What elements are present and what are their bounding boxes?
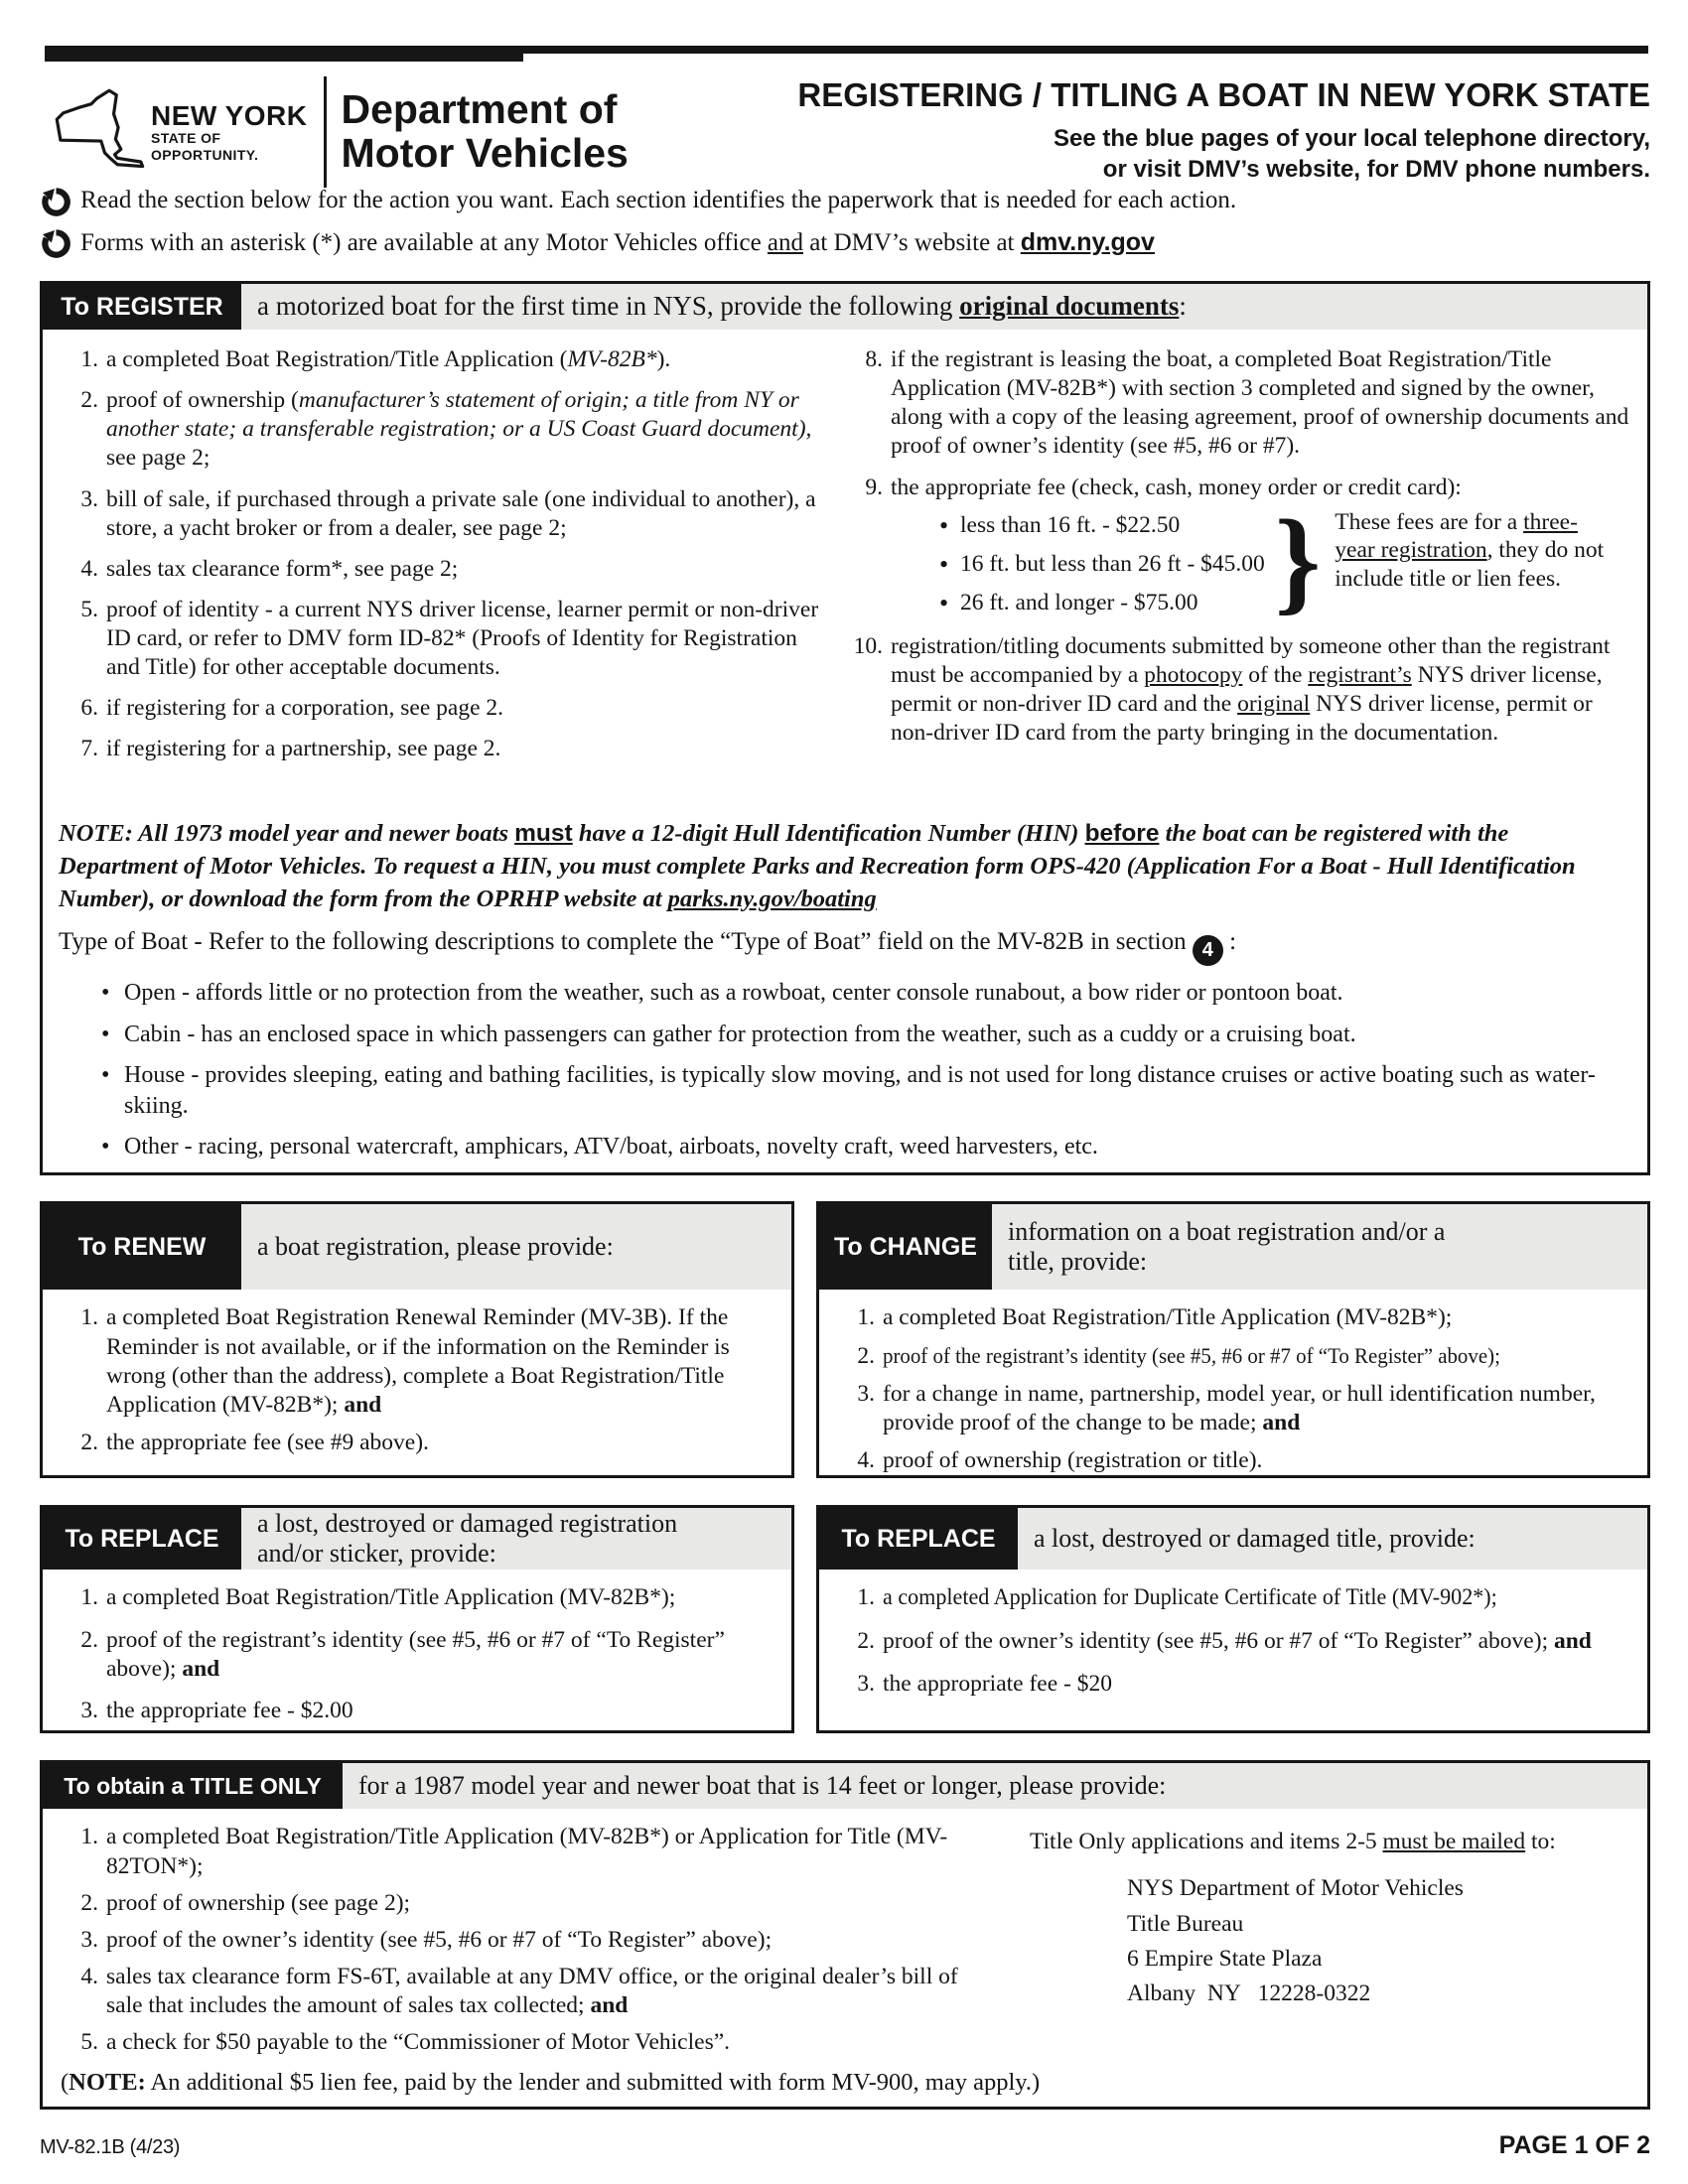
renew-column — [40, 1201, 794, 1478]
item-number: 2. — [80, 387, 98, 414]
replace-title-lead-line: a lost, destroyed or damaged title, provide: — [1034, 1524, 1476, 1554]
logo-divider — [324, 76, 327, 188]
item-number: 10. — [853, 632, 883, 659]
item-text: the appropriate fee - $2.00 — [106, 1697, 353, 1723]
register-lead — [241, 284, 1647, 330]
item-text: proof of the registrant’s identity (see #5, #6 or #7 of “To Register” above); and — [106, 1626, 725, 1682]
item-text: the appropriate fee (check, cash, money order or credit card): — [891, 474, 1462, 500]
item-text: registration/titling documents submitted by someone other than the registrant must be accompanied by a photocopy of the registrant’s NYS driver license, permit or non-driver ID card and the original NYS driver license, permit or non-driver ID card from the party bringing in the documentation. — [891, 632, 1611, 746]
page-title: REGISTERING / TITLING A BOAT IN NEW YORK STATE — [797, 76, 1650, 113]
replace-title-header — [819, 1508, 1647, 1570]
item-text: if the registrant is leasing the boat, a completed Boat Registration/Title Application (MV-82B*) with section 3 completed and signed by the owner, along with a copy of the leasing agreement, proof of ownership documents and proof of owner’s identity (see #5, #6 or #7). — [891, 346, 1629, 460]
boat-type-list — [94, 978, 1631, 1162]
renew-lead — [241, 1204, 791, 1290]
change-body — [819, 1290, 1647, 1475]
type-of-boat-lead-text: Type of Boat - Refer to the following descriptions to complete the “Type of Boat” field on the MV-82B in section — [59, 928, 1193, 956]
logo-state-line2: STATE OF — [151, 129, 221, 146]
address-line: Title Bureau — [1127, 1910, 1244, 1937]
list-item — [57, 1889, 960, 1918]
item-text: if registering for a partnership, see page 2. — [106, 736, 501, 762]
fee-schedule — [932, 494, 1635, 625]
replace-registration-column — [40, 1505, 794, 1733]
title-block — [797, 77, 1650, 186]
address-line: NYS Department of Motor Vehicles — [1127, 1875, 1464, 1902]
logo-state-line3: OPPORTUNITY. — [151, 146, 259, 163]
item-number: 4. — [857, 1446, 875, 1473]
intro-text: Read the section below for the action you want. Each section identifies the paperwork that is needed for each action. — [80, 187, 1237, 213]
item-number: 4. — [80, 555, 98, 582]
item-text: sales tax clearance form*, see page 2; — [106, 555, 459, 582]
item-text: proof of the owner’s identity (see #5, #6 or #7 of “To Register” above); and — [883, 1627, 1592, 1654]
intro-line — [42, 228, 1236, 258]
page-subtitle — [797, 123, 1650, 185]
item-number: 4. — [80, 1963, 98, 1989]
item-text: a check for $50 payable to the “Commissioner of Motor Vehicles”. — [106, 2029, 731, 2056]
item-text: the appropriate fee - $20 — [883, 1670, 1112, 1697]
item-text: proof of the owner’s identity (see #5, #6 or #7 of “To Register” above); — [106, 1926, 773, 1953]
item-number: 1. — [857, 1584, 875, 1611]
section-change — [816, 1201, 1650, 1478]
form-number: MV-82.1B (4/23) — [40, 2136, 181, 2159]
replace-title-column — [816, 1505, 1650, 1733]
section-register — [40, 281, 1650, 1175]
top-rule-thin — [523, 46, 1648, 54]
change-label: To CHANGE — [819, 1204, 992, 1290]
item-number: 3. — [80, 1926, 98, 1953]
title-only-body — [43, 1809, 1647, 2065]
replace-registration-lead-line: a lost, destroyed or damaged registration — [257, 1508, 678, 1538]
list-item — [57, 555, 831, 584]
section-replace-registration — [40, 1505, 794, 1733]
item-number: 3. — [857, 1670, 875, 1697]
list-item — [833, 1446, 1639, 1475]
item-number: 2. — [80, 1429, 98, 1455]
register-lead-text: a motorized boat for the first time in NYS, provide the following original documents: — [257, 291, 1187, 322]
boat-type-bullet: • Cabin - has an enclosed space in which passengers can gather for protection from the weather, such as a cuddy or a cruising boat. — [94, 1020, 1631, 1050]
brace-glyph: } — [1274, 494, 1322, 625]
type-of-boat-lead — [59, 928, 1631, 966]
replace-title-label: To REPLACE — [819, 1508, 1018, 1570]
list-item — [833, 1342, 1639, 1371]
row-replace — [40, 1505, 1650, 1733]
item-text: proof of ownership (registration or title). — [883, 1446, 1263, 1473]
item-text: a completed Boat Registration Renewal Reminder (MV-3B). If the Reminder is not available, or if the information on the Reminder is wrong (other than the address), complete a Boat Registration/Title Application (MV-82B*); and — [106, 1304, 730, 1418]
replace-registration-body — [43, 1570, 791, 1725]
subtitle-line-2: or visit DMV’s website, for DMV phone numbers. — [1102, 156, 1650, 184]
list-item — [57, 735, 831, 763]
title-only-right-column — [966, 1809, 1647, 2065]
row-renew-change — [40, 1201, 1650, 1478]
fee-list — [932, 506, 1265, 622]
renew-label: To RENEW — [43, 1204, 241, 1290]
item-text: a completed Boat Registration/Title Application (MV-82B*). — [106, 346, 671, 372]
list-item — [57, 485, 831, 543]
renew-lead-line: a boat registration, please provide: — [257, 1232, 614, 1262]
section-title-only — [40, 1760, 1650, 2110]
list-item — [833, 1303, 1639, 1332]
item-text: proof of ownership (manufacturer’s statement of origin; a title from NY or another state; a transferable registration; or a US Coast Guard document), see page 2; — [106, 387, 812, 472]
type-of-boat-lead-colon: : — [1222, 928, 1237, 956]
title-only-note: (NOTE: An additional $5 lien fee, paid by the lender and submitted with form MV-900, may apply.) — [61, 2069, 1041, 2097]
item-number: 1. — [80, 1584, 98, 1611]
item-number: 2. — [80, 1626, 98, 1653]
item-number: 1. — [80, 1304, 98, 1331]
nys-dmv-logo — [50, 73, 629, 191]
logo-agency-line1: Department of — [341, 86, 618, 133]
list-item — [57, 345, 831, 374]
change-lead-line: information on a boat registration and/or a — [1008, 1216, 1446, 1246]
page-indicator: PAGE 1 OF 2 — [1498, 2131, 1650, 2160]
list-item — [833, 1627, 1639, 1656]
list-item — [833, 1670, 1639, 1699]
list-item — [833, 1583, 1639, 1612]
item-number: 1. — [857, 1304, 875, 1331]
section-renew — [40, 1201, 794, 1478]
item-number: 3. — [857, 1380, 875, 1407]
register-left-column — [43, 330, 837, 804]
page-content — [40, 0, 1650, 2160]
item-text: a completed Boat Registration/Title Application (MV-82B*); — [883, 1304, 1453, 1331]
list-item — [57, 1823, 960, 1880]
section-replace-title — [816, 1505, 1650, 1733]
register-label: To REGISTER — [43, 284, 241, 330]
replace-registration-lead — [241, 1508, 791, 1570]
ny-state-map-icon — [50, 73, 149, 191]
item-text: if registering for a corporation, see page 2. — [106, 695, 503, 722]
list-item — [57, 1303, 783, 1420]
item-number: 9. — [865, 474, 883, 500]
mailing-lead: Title Only applications and items 2-5 must be mailed to: — [1030, 1829, 1556, 1855]
list-item — [57, 1963, 960, 2020]
logo-wordmark — [151, 101, 308, 164]
list-item — [833, 1380, 1639, 1437]
intro-line — [42, 187, 1236, 216]
section-4-badge: 4 — [1193, 935, 1223, 966]
item-number: 1. — [80, 1824, 98, 1850]
boat-type-bullet: • Other - racing, personal watercraft, amphicars, ATV/boat, airboats, novelty craft, weed harvesters, etc. — [94, 1132, 1631, 1162]
boat-type-bullet: • House - provides sleeping, eating and bathing facilities, is typically slow moving, and is not used for long distance cruises or active boating such as water-skiing. — [94, 1060, 1631, 1122]
replace-registration-label: To REPLACE — [43, 1508, 241, 1570]
title-only-lead — [343, 1763, 1647, 1809]
item-text: for a change in name, partnership, model year, or hull identification number, provide proof of the change to be made; and — [883, 1380, 1596, 1435]
logo-state-name: NEW YORK — [151, 99, 308, 131]
intro-text: Forms with an asterisk (*) are available at any Motor Vehicles office and at DMV’s website at dmv.ny.gov — [80, 228, 1155, 256]
renew-header — [43, 1204, 791, 1290]
title-only-left-column — [43, 1809, 966, 2065]
renew-body — [43, 1290, 791, 1457]
fee-item: • 26 ft. and longer - $75.00 — [932, 584, 1265, 622]
list-item — [57, 1429, 783, 1457]
list-item — [841, 474, 1635, 502]
item-text: proof of ownership (see page 2); — [106, 1889, 411, 1916]
item-text: a completed Boat Registration/Title Application (MV-82B*); — [106, 1584, 676, 1611]
list-item — [57, 694, 831, 723]
list-item — [57, 1926, 960, 1955]
list-item — [841, 632, 1635, 749]
item-text: sales tax clearance form FS-6T, available at any DMV office, or the original dealer’s bill of sale that includes the amount of sales tax collected; and — [106, 1963, 958, 2019]
item-number: 5. — [80, 596, 98, 622]
list-item — [57, 386, 831, 473]
item-text: proof of the registrant’s identity (see #5, #6 or #7 of “To Register” above); — [883, 1342, 1500, 1368]
mailing-address — [1127, 1871, 1643, 2011]
item-text: a completed Application for Duplicate Certificate of Title (MV-902*); — [883, 1584, 1497, 1611]
replace-registration-lead-line: and/or sticker, provide: — [257, 1539, 496, 1569]
arrow-icon — [42, 229, 70, 258]
item-number: 2. — [80, 1889, 98, 1916]
page-header — [40, 0, 1650, 281]
replace-title-lead — [1018, 1508, 1647, 1570]
fee-item: • less than 16 ft. - $22.50 — [932, 506, 1265, 545]
replace-title-body — [819, 1570, 1647, 1698]
arrow-icon — [42, 188, 70, 216]
change-lead — [992, 1204, 1647, 1290]
item-number: 2. — [857, 1342, 875, 1369]
item-number: 3. — [80, 485, 98, 512]
list-item — [57, 1583, 783, 1612]
fee-note: These fees are for a three-year registration, they do not include title or lien fees. — [1335, 508, 1605, 592]
item-number: 5. — [80, 2029, 98, 2056]
list-item — [57, 1697, 783, 1725]
title-only-label: To obtain a TITLE ONLY — [43, 1763, 343, 1809]
intro-notes — [42, 187, 1236, 270]
register-right-column — [837, 330, 1647, 804]
list-item — [57, 2028, 960, 2057]
list-item — [841, 345, 1635, 462]
type-of-boat — [59, 928, 1631, 1162]
fee-item: • 16 ft. but less than 26 ft - $45.00 — [932, 545, 1265, 584]
item-number: 8. — [865, 346, 883, 372]
replace-registration-header — [43, 1508, 791, 1570]
address-line: Albany NY 12228-0322 — [1127, 1980, 1371, 2007]
item-number: 7. — [80, 736, 98, 762]
list-item — [57, 1626, 783, 1684]
title-only-lead-line: for a 1987 model year and newer boat that is 14 feet or longer, please provide: — [358, 1771, 1167, 1801]
logo-agency-line2: Motor Vehicles — [341, 130, 629, 176]
register-header — [43, 284, 1647, 330]
item-number: 1. — [80, 346, 98, 372]
column-gap — [794, 1201, 816, 1478]
boat-type-bullet: • Open - affords little or no protection from the weather, such as a rowboat, center console runabout, a bow rider or pontoon boat. — [94, 978, 1631, 1009]
change-header — [819, 1204, 1647, 1290]
top-rule-thick — [45, 46, 523, 62]
change-column — [816, 1201, 1650, 1478]
register-body — [43, 330, 1647, 804]
item-number: 6. — [80, 695, 98, 722]
hin-note: NOTE: All 1973 model year and newer boats must have a 12-digit Hull Identification Number (HIN) before the boat can be registered with the Department of Motor Vehicles. To request a HIN, you must complete Parks and Recreation form OPS-420 (Application For a Boat - Hull Identification Number), or download the form from the OPRHP website at parks.ny.gov/boating — [59, 820, 1576, 912]
address-line: 6 Empire State Plaza — [1127, 1945, 1323, 1972]
subtitle-line-1: See the blue pages of your local telephone directory, — [1053, 125, 1650, 153]
item-text: the appropriate fee (see #9 above). — [106, 1429, 429, 1455]
logo-agency-name — [342, 88, 629, 176]
change-lead-line: title, provide: — [1008, 1247, 1148, 1277]
list-item — [57, 596, 831, 682]
item-text: a completed Boat Registration/Title Application (MV-82B*) or Application for Title (MV-82TON*); — [106, 1824, 948, 1879]
page-footer — [40, 2131, 1650, 2160]
item-number: 2. — [857, 1627, 875, 1654]
column-gap — [794, 1505, 816, 1733]
item-text: proof of identity - a current NYS driver license, learner permit or non-driver ID card, or refer to DMV form ID-82* (Proofs of Identity for Registration and Title) for other acceptable documents. — [106, 596, 819, 681]
item-text: bill of sale, if purchased through a private sale (one individual to another), a store, a yacht broker or from a dealer, see page 2; — [106, 485, 816, 541]
title-only-header — [43, 1763, 1647, 1809]
item-number: 3. — [80, 1697, 98, 1723]
